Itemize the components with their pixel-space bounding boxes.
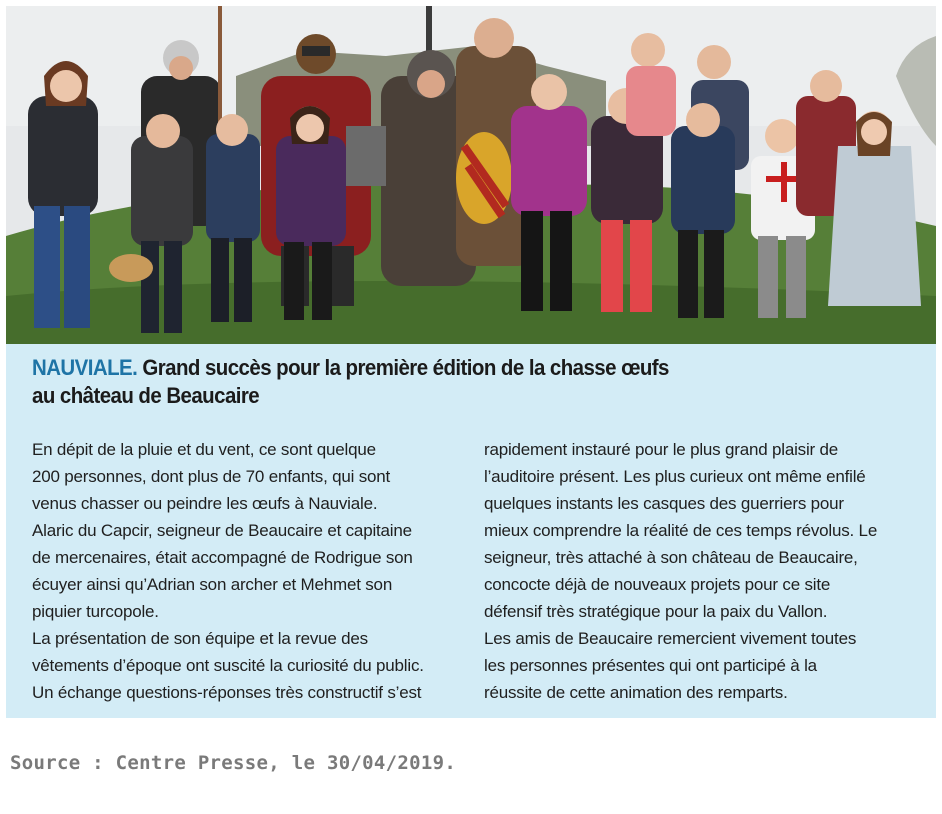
group-photo [6, 6, 936, 345]
headline-place: NAUVIALE. [32, 355, 138, 380]
text-line: rapidement instauré pour le plus grand plaisir de [484, 440, 839, 459]
text-line: écuyer ainsi qu’Adrian son archer et Mehmet son [32, 575, 393, 594]
photo-person [28, 96, 98, 216]
text-line: Les amis de Beaucaire remercient vivement toutes [484, 629, 857, 648]
text-line: 200 personnes, dont plus de 70 enfants, qui sont [32, 467, 391, 486]
photo-person [511, 106, 587, 216]
text-line: concocte déjà de nouveaux projets pour ce site [484, 575, 831, 594]
text-line: Alaric du Capcir, seigneur de Beaucaire et capitaine [32, 521, 412, 540]
headline-line-1: Grand succès pour la première édition de la chasse œufs [142, 355, 669, 380]
text-line: La présentation de son équipe et la revue des [32, 629, 368, 648]
text-line: défensif très stratégique pour la paix du Vallon. [484, 602, 828, 621]
photo-person [276, 136, 346, 246]
photo-person [131, 136, 193, 246]
photo-person [671, 126, 735, 234]
photo-person [206, 134, 260, 242]
source-caption: Source : Centre Presse, le 30/04/2019. [10, 752, 457, 774]
text-line: l’auditoire présent. Les plus curieux ont même enfilé [484, 467, 866, 486]
text-line: les personnes présentes qui ont participé à la [484, 656, 817, 675]
text-line: venus chasser ou peindre les œufs à Nauviale. [32, 494, 378, 513]
text-line: seigneur, très attaché à son château de Beaucaire, [484, 548, 858, 567]
text-line: Un échange questions-réponses très constructif s’est [32, 683, 422, 702]
text-line: réussite de cette animation des remparts. [484, 683, 788, 702]
text-line: de mercenaires, était accompagné de Rodrigue son [32, 548, 413, 567]
text-line: quelques instants les casques des guerriers pour [484, 494, 844, 513]
photo-person [828, 146, 921, 306]
text-line: En dépit de la pluie et du vent, ce sont quelque [32, 440, 376, 459]
article-column-left [32, 436, 472, 706]
article-headline [32, 354, 850, 410]
text-line: piquier turcopole. [32, 602, 159, 621]
article-column-right [484, 436, 924, 706]
article-box [6, 344, 936, 718]
text-line: mieux comprendre la réalité de ces temps révolus. Le [484, 521, 878, 540]
text-line: vêtements d’époque ont suscité la curiosité du public. [32, 656, 424, 675]
headline-line-2: au château de Beaucaire [32, 383, 260, 408]
group-photo-illustration [6, 6, 936, 344]
